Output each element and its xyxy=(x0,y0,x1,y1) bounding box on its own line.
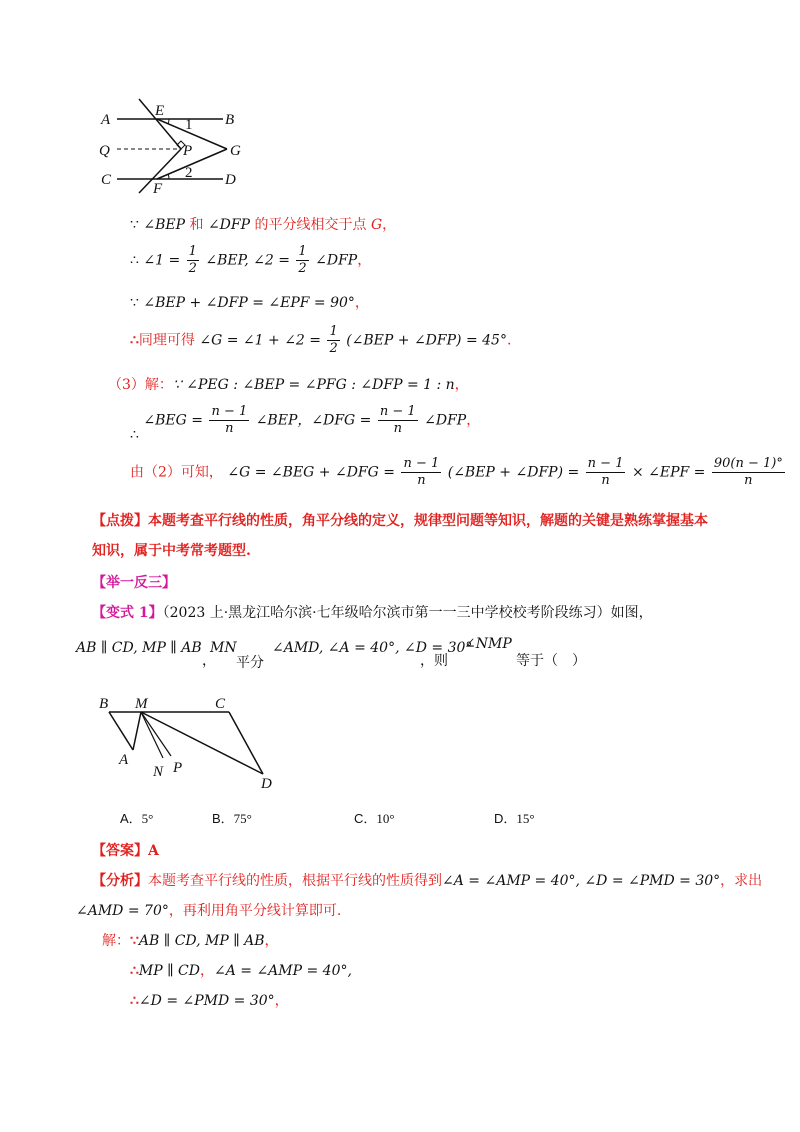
label-d: D xyxy=(225,172,236,188)
punct: ， xyxy=(274,993,289,1009)
therefore-symbol: ∴ xyxy=(130,332,139,349)
therefore-symbol: ∴ xyxy=(130,426,139,443)
tip-line-1 xyxy=(92,510,708,530)
label-c: C xyxy=(215,696,226,712)
denominator: n xyxy=(393,421,402,436)
segment-mn xyxy=(141,712,163,758)
therefore-symbol: ∴ xyxy=(130,993,139,1009)
option-value: 5° xyxy=(141,811,154,826)
math-text: ∵ ∠PEG : ∠BEP = ∠PFG : ∠DFP = 1 : n xyxy=(172,377,455,393)
step-2 xyxy=(130,244,371,277)
answer-line xyxy=(92,840,159,860)
analysis-text: ，求出 xyxy=(720,873,763,889)
fraction xyxy=(401,456,441,489)
punct: ， xyxy=(454,377,469,393)
part-3-step-2 xyxy=(130,404,481,443)
punct: ， xyxy=(466,412,481,429)
part-3-header xyxy=(108,374,469,394)
label-g: G xyxy=(230,143,241,159)
analysis-line-2 xyxy=(76,900,341,920)
punct: ， xyxy=(264,933,279,949)
text-from-part-2: 由（2）可知， xyxy=(130,464,223,481)
punct: ， xyxy=(202,653,216,669)
numerator: n − 1 xyxy=(211,404,248,419)
option-b[interactable] xyxy=(212,808,252,827)
math-text: AB ∥ CD, MP ∥ AB xyxy=(138,933,265,949)
solution-line-3 xyxy=(130,990,289,1010)
label-f: F xyxy=(153,181,163,195)
segment-ba xyxy=(109,712,133,750)
punct: ， xyxy=(354,295,369,311)
fraction-n-minus-1-over-n xyxy=(209,404,249,437)
label-q: Q xyxy=(99,143,110,159)
punct: ， xyxy=(199,963,214,979)
numerator: n − 1 xyxy=(587,456,624,471)
tip-text: 本题考查平行线的性质，角平分线的定义，规律型问题等知识，解题的关键是熟练掌握基本 xyxy=(148,513,708,529)
segment-am xyxy=(133,712,141,750)
option-letter: B． xyxy=(212,811,234,826)
label-e: E xyxy=(155,103,165,119)
solution-line-1 xyxy=(102,930,279,950)
numerator: 1 xyxy=(298,244,307,259)
step-3 xyxy=(130,292,369,312)
denominator: 2 xyxy=(298,261,307,276)
label-c: C xyxy=(101,172,112,188)
math-text: ∠D = ∠PMD = 30° xyxy=(138,993,275,1009)
tip-text-2: 知识，属于中考常考题型. xyxy=(92,543,251,559)
fraction-half xyxy=(296,244,308,277)
denominator: 2 xyxy=(188,261,197,276)
numerator: n − 1 xyxy=(403,456,440,471)
segment-mp xyxy=(141,712,171,756)
label-m: M xyxy=(135,696,148,712)
option-value: 10° xyxy=(376,811,395,826)
figure-nmp-angle xyxy=(95,692,285,792)
tip-tag: 【点拨】 xyxy=(92,513,148,529)
option-a[interactable] xyxy=(120,808,153,827)
text-then: ，则 xyxy=(420,653,448,669)
label-d: D xyxy=(261,776,272,792)
section-heading: 【举一反三】 xyxy=(92,575,176,591)
analysis-text: ，再利用角平分线计算即可. xyxy=(168,903,342,919)
solution-line-2 xyxy=(130,960,352,980)
math-angles: ∠AMD, ∠A = 40°, ∠D = 30° xyxy=(272,640,473,656)
option-letter: D． xyxy=(494,811,517,826)
variant-line xyxy=(92,602,653,622)
variant-tag: 【变式 1】 xyxy=(92,605,163,621)
denominator: n xyxy=(744,473,753,488)
text-equals: 等于（ ） xyxy=(516,653,586,669)
label-1: 1 xyxy=(185,117,193,133)
option-letter: A． xyxy=(120,811,142,826)
numerator: n − 1 xyxy=(379,404,416,419)
label-2: 2 xyxy=(185,165,193,181)
math-text: ∠AMD = 70° xyxy=(76,903,169,919)
text-bisects: 平分 xyxy=(236,655,264,671)
therefore-symbol: ∴ xyxy=(130,963,139,979)
math-given: AB ∥ CD, MP ∥ AB xyxy=(76,640,202,656)
because-symbol: ∵ xyxy=(130,217,139,233)
label-a: A xyxy=(119,752,129,768)
math-text: ∠BEP，∠DFG = xyxy=(255,412,372,429)
text-and: 和 xyxy=(189,217,204,233)
question-line xyxy=(76,636,726,672)
numerator: 1 xyxy=(329,324,338,339)
denominator: n xyxy=(601,473,610,488)
math-text: ∠A = ∠AMP = 40°, ∠D = ∠PMD = 30° xyxy=(442,873,721,889)
label-n: N xyxy=(153,764,164,780)
numerator: 90(n − 1)° xyxy=(713,456,783,471)
part-3-step-3 xyxy=(130,456,787,489)
fraction-n-minus-1-over-n xyxy=(378,404,418,437)
option-letter: C． xyxy=(354,811,377,826)
math-text: ∠A = ∠AMP = 40°, xyxy=(213,963,352,979)
math-text: (∠BEP + ∠DFP) = 45° xyxy=(346,332,507,349)
fraction-half xyxy=(327,324,339,357)
math-dfp: ∠DFP xyxy=(207,217,251,233)
math-text: MP ∥ CD xyxy=(138,963,200,979)
fraction-final xyxy=(712,456,785,489)
analysis-line-1 xyxy=(92,870,762,890)
numerator: 1 xyxy=(188,244,197,259)
math-text: ∠BEP + ∠DFP = ∠EPF = 90° xyxy=(143,295,355,311)
text-similarly: 同理可得 xyxy=(138,332,195,349)
therefore-symbol: ∴ xyxy=(130,252,139,269)
label-p: P xyxy=(173,760,183,776)
fraction-half xyxy=(187,244,199,277)
math-text: ∠1 = xyxy=(143,252,181,269)
math-text: ∠DFP xyxy=(315,252,358,269)
punct: ， xyxy=(382,217,397,233)
math-nmp: ∠NMP xyxy=(464,636,512,652)
label-b: B xyxy=(99,696,109,712)
math-text: ∠BEG = xyxy=(143,412,203,429)
math-text: ∠BEP, ∠2 = xyxy=(205,252,290,269)
math-mn: MN xyxy=(210,640,237,656)
option-d[interactable] xyxy=(494,808,535,827)
denominator: n xyxy=(225,421,234,436)
math-text: ∠DFP xyxy=(424,412,467,429)
label-a: A xyxy=(101,112,111,128)
text-bisectors-meet: 的平分线相交于点 xyxy=(254,217,367,233)
step-4 xyxy=(130,324,511,357)
label-b: B xyxy=(225,112,235,128)
variant-source: （2023 上·黑龙江哈尔滨·七年级哈尔滨市第一一三中学校校考阶段练习）如图， xyxy=(162,605,653,621)
solution-label: 解： xyxy=(102,933,130,949)
figure-parallel-lines-bisectors xyxy=(95,95,255,195)
analysis-tag: 【分析】 xyxy=(92,873,148,889)
part-3-label: （3）解： xyxy=(108,377,173,393)
because-symbol: ∵ xyxy=(130,933,139,949)
fraction xyxy=(586,456,626,489)
punct: ， xyxy=(357,252,372,269)
option-value: 75° xyxy=(233,811,252,826)
step-1 xyxy=(130,214,396,234)
math-text: × ∠EPF = xyxy=(631,464,706,481)
option-value: 15° xyxy=(516,811,535,826)
text-point-g: G xyxy=(370,217,383,233)
math-bep: ∠BEP xyxy=(143,217,186,233)
analysis-text: 本题考查平行线的性质，根据平行线的性质得到 xyxy=(148,873,442,889)
label-p: P xyxy=(183,143,193,159)
tip-line-2 xyxy=(92,540,251,560)
math-text: ∠G = ∠BEG + ∠DFG = xyxy=(227,464,396,481)
math-text: ∠G = ∠1 + ∠2 = xyxy=(199,332,322,349)
denominator: 2 xyxy=(329,341,338,356)
denominator: n xyxy=(417,473,426,488)
because-symbol: ∵ xyxy=(130,295,139,311)
answer-tag: 【答案】 xyxy=(92,843,148,859)
option-c[interactable] xyxy=(354,808,395,827)
math-text: (∠BEP + ∠DFP) = xyxy=(447,464,580,481)
punct: . xyxy=(506,332,512,349)
answer-value: A xyxy=(148,843,159,859)
